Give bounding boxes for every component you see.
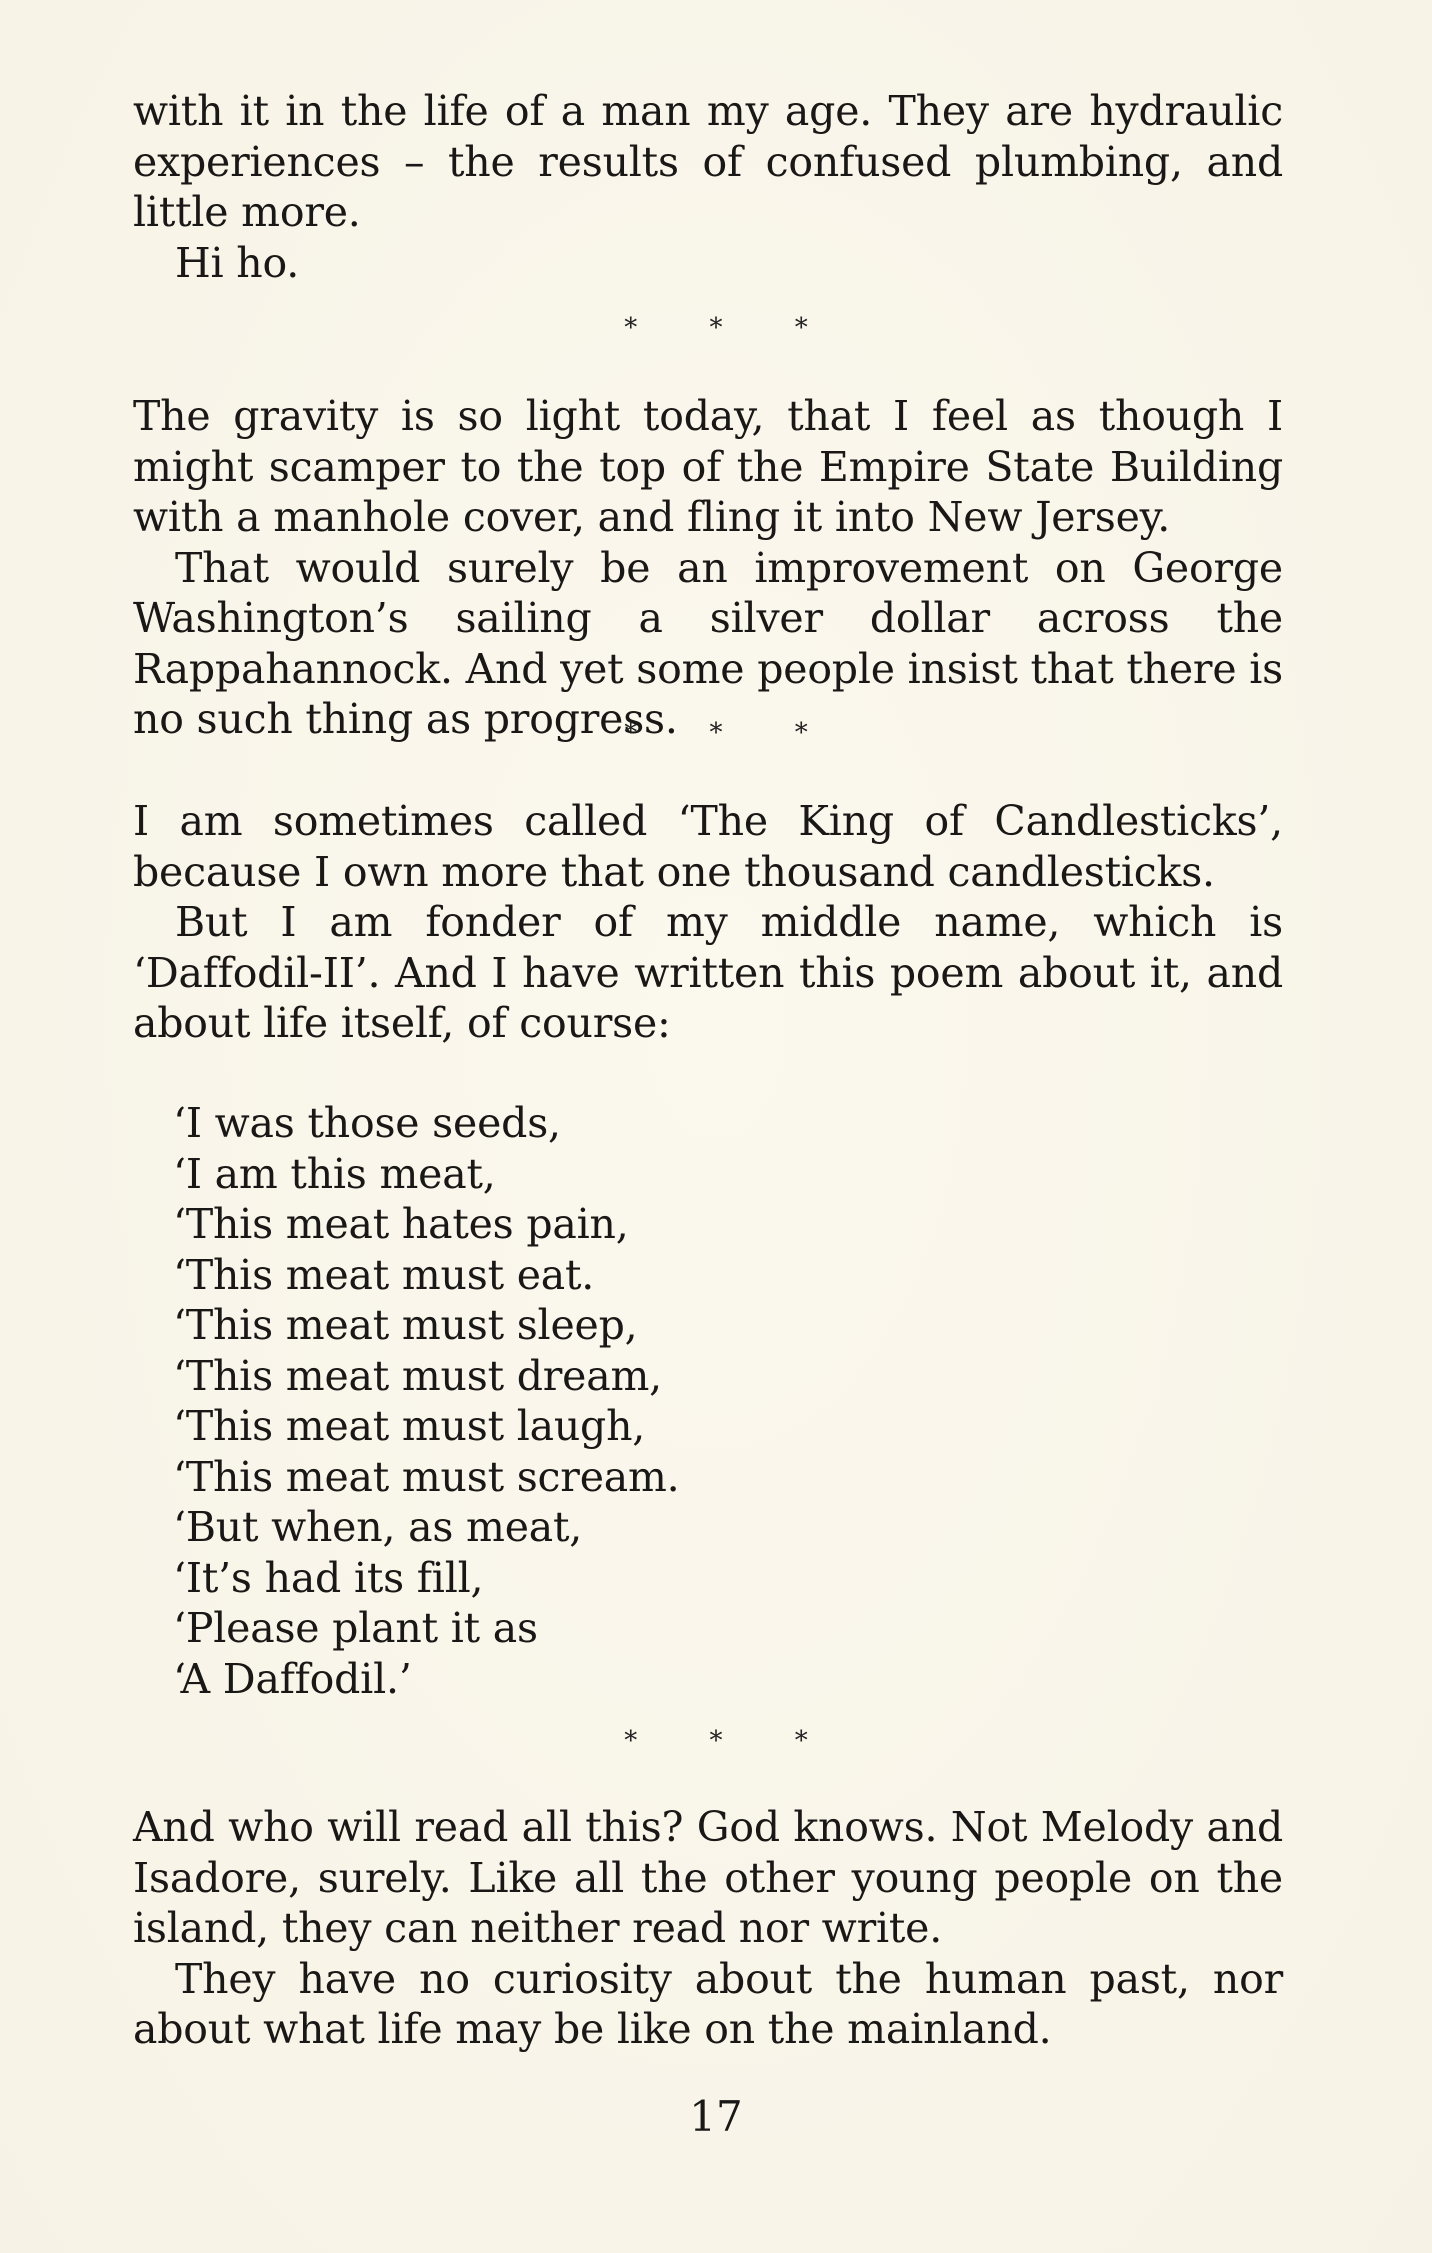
paragraph: But I am fonder of my middle name, which is ‘Daffodil-II’. And I have written this poem about it, and about life itself, of course: — [133, 898, 1283, 1047]
section-4 — [133, 1802, 1283, 2055]
section-break: * * * — [624, 313, 840, 343]
paragraph: They have no curiosity about the human past, nor about what life may be like on the mainland. — [133, 1954, 1283, 2053]
poem-line: ‘But when, as meat, — [173, 1503, 583, 1551]
paragraph: And who will read all this? God knows. Not Melody and Isadore, surely. Like all the other young people on the island, they can neither read nor write. — [133, 1803, 1283, 1952]
poem-line: ‘This meat must scream. — [173, 1452, 680, 1501]
poem-line: ‘I was those seeds, — [173, 1099, 561, 1147]
poem-line: ‘A Daffodil.’ — [173, 1654, 412, 1703]
poem — [173, 1098, 680, 1704]
section-1 — [133, 86, 1283, 288]
poem-line: ‘I am this meat, — [173, 1149, 496, 1198]
poem-line: ‘This meat hates pain, — [173, 1200, 629, 1248]
poem-line: ‘This meat must eat. — [173, 1250, 595, 1299]
page-number: 17 — [689, 2092, 743, 2141]
paragraph: with it in the life of a man my age. They are hydraulic experiences – the results of confused plumbing, and little more. — [133, 87, 1283, 236]
poem-line: ‘It’s had its fill, — [173, 1553, 484, 1602]
paragraph: The gravity is so light today, that I feel as though I might scamper to the top of the Empire State Building with a manhole cover, and fling it into New Jersey. — [133, 392, 1283, 541]
poem-line: ‘This meat must laugh, — [173, 1402, 646, 1450]
section-2 — [133, 391, 1283, 745]
poem-line: ‘Please plant it as — [173, 1604, 538, 1652]
poem-line: ‘This meat must dream, — [173, 1351, 662, 1400]
paragraph: Hi ho. — [175, 238, 300, 287]
paragraph: That would surely be an improvement on George Washington’s sailing a silver dollar across the Rappahannock. And yet some people insist that there is no such thing as progress. — [133, 543, 1283, 743]
paragraph: I am sometimes called ‘The King of Candlesticks’, because I own more that one thousand candlesticks. — [133, 797, 1283, 896]
poem-line: ‘This meat must sleep, — [173, 1301, 638, 1349]
section-break: * * * — [624, 1726, 840, 1756]
section-break: * * * — [624, 718, 840, 748]
section-3 — [133, 796, 1283, 1049]
